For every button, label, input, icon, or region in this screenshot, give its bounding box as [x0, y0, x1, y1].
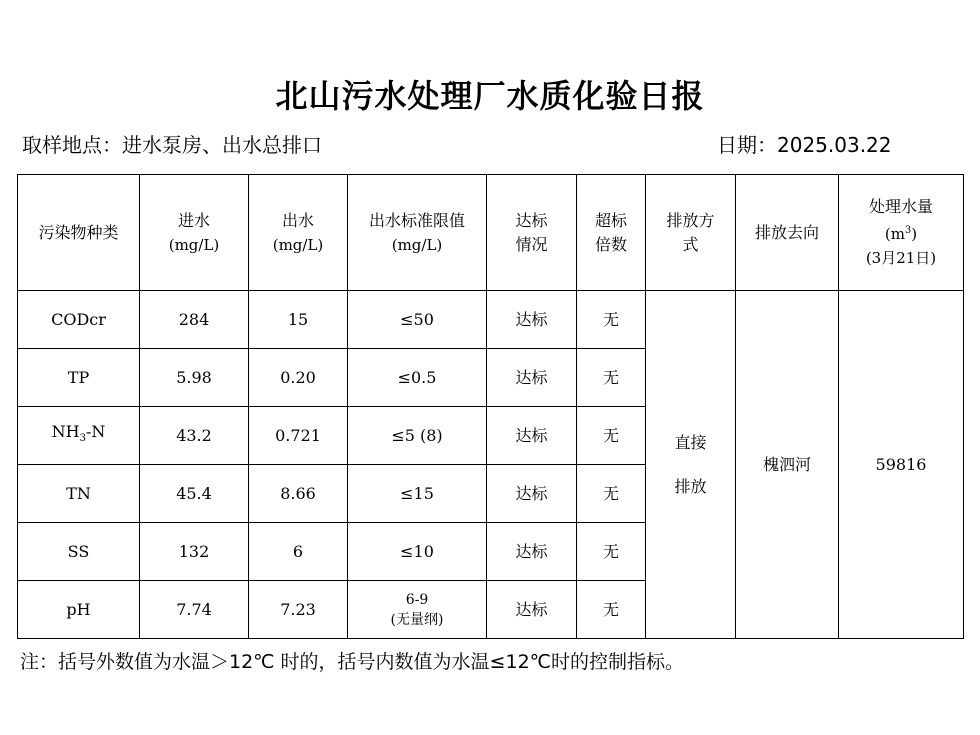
cell-exceed: 无 [577, 407, 646, 465]
cell-exceed: 无 [577, 581, 646, 639]
cell-exceed: 无 [577, 291, 646, 349]
cell-limit: 6-9 (无量纲) [348, 581, 487, 639]
cell-effluent: 6 [249, 523, 348, 581]
header-influent: 进水 (mg/L) [140, 175, 249, 291]
cell-status: 达标 [487, 349, 577, 407]
cell-status: 达标 [487, 465, 577, 523]
report-date: 日期：2025.03.22 [717, 133, 892, 157]
cell-influent: 7.74 [140, 581, 249, 639]
cell-limit: ≤15 [348, 465, 487, 523]
header-limit: 出水标准限值 (mg/L) [348, 175, 487, 291]
header-exceed: 超标 倍数 [577, 175, 646, 291]
cell-status: 达标 [487, 581, 577, 639]
table-header-row [18, 175, 964, 291]
cell-limit: ≤0.5 [348, 349, 487, 407]
cell-exceed: 无 [577, 523, 646, 581]
header-pollutant: 污染物种类 [18, 175, 140, 291]
cell-effluent: 0.20 [249, 349, 348, 407]
cell-pollutant: CODcr [18, 291, 140, 349]
cell-influent: 43.2 [140, 407, 249, 465]
cell-pollutant: pH [18, 581, 140, 639]
water-quality-table [17, 174, 964, 639]
cell-influent: 284 [140, 291, 249, 349]
table-row [18, 291, 964, 349]
header-discharge-method: 排放方 式 [646, 175, 736, 291]
cell-discharge-destination: 槐泗河 [736, 291, 839, 639]
cell-limit: ≤5 (8) [348, 407, 487, 465]
header-status: 达标 情况 [487, 175, 577, 291]
header-discharge-destination: 排放去向 [736, 175, 839, 291]
cell-treated-volume: 59816 [839, 291, 964, 639]
cell-effluent: 15 [249, 291, 348, 349]
cell-effluent: 8.66 [249, 465, 348, 523]
cell-limit: ≤10 [348, 523, 487, 581]
cell-influent: 5.98 [140, 349, 249, 407]
cell-limit: ≤50 [348, 291, 487, 349]
cell-effluent: 7.23 [249, 581, 348, 639]
cell-pollutant: TN [18, 465, 140, 523]
header-treated-volume: 处理水量 $(m^3)$ (3月21日) [839, 175, 964, 291]
cell-influent: 45.4 [140, 465, 249, 523]
cell-influent: 132 [140, 523, 249, 581]
cell-discharge-method: 直接 排放 [646, 291, 736, 639]
cell-exceed: 无 [577, 465, 646, 523]
header-effluent: 出水 (mg/L) [249, 175, 348, 291]
report-title: 北山污水处理厂水质化验日报 [275, 77, 705, 115]
cell-status: 达标 [487, 523, 577, 581]
footnote: 注：括号外数值为水温＞12℃ 时的，括号内数值为水温≤12℃时的控制指标。 [20, 651, 684, 673]
cell-effluent: 0.721 [249, 407, 348, 465]
cell-status: 达标 [487, 291, 577, 349]
cell-status: 达标 [487, 407, 577, 465]
cell-pollutant: SS [18, 523, 140, 581]
cell-pollutant: $NH_3-N$ [18, 407, 140, 465]
cell-exceed: 无 [577, 349, 646, 407]
cell-pollutant: TP [18, 349, 140, 407]
sampling-location: 取样地点：进水泵房、出水总排口 [22, 133, 322, 157]
